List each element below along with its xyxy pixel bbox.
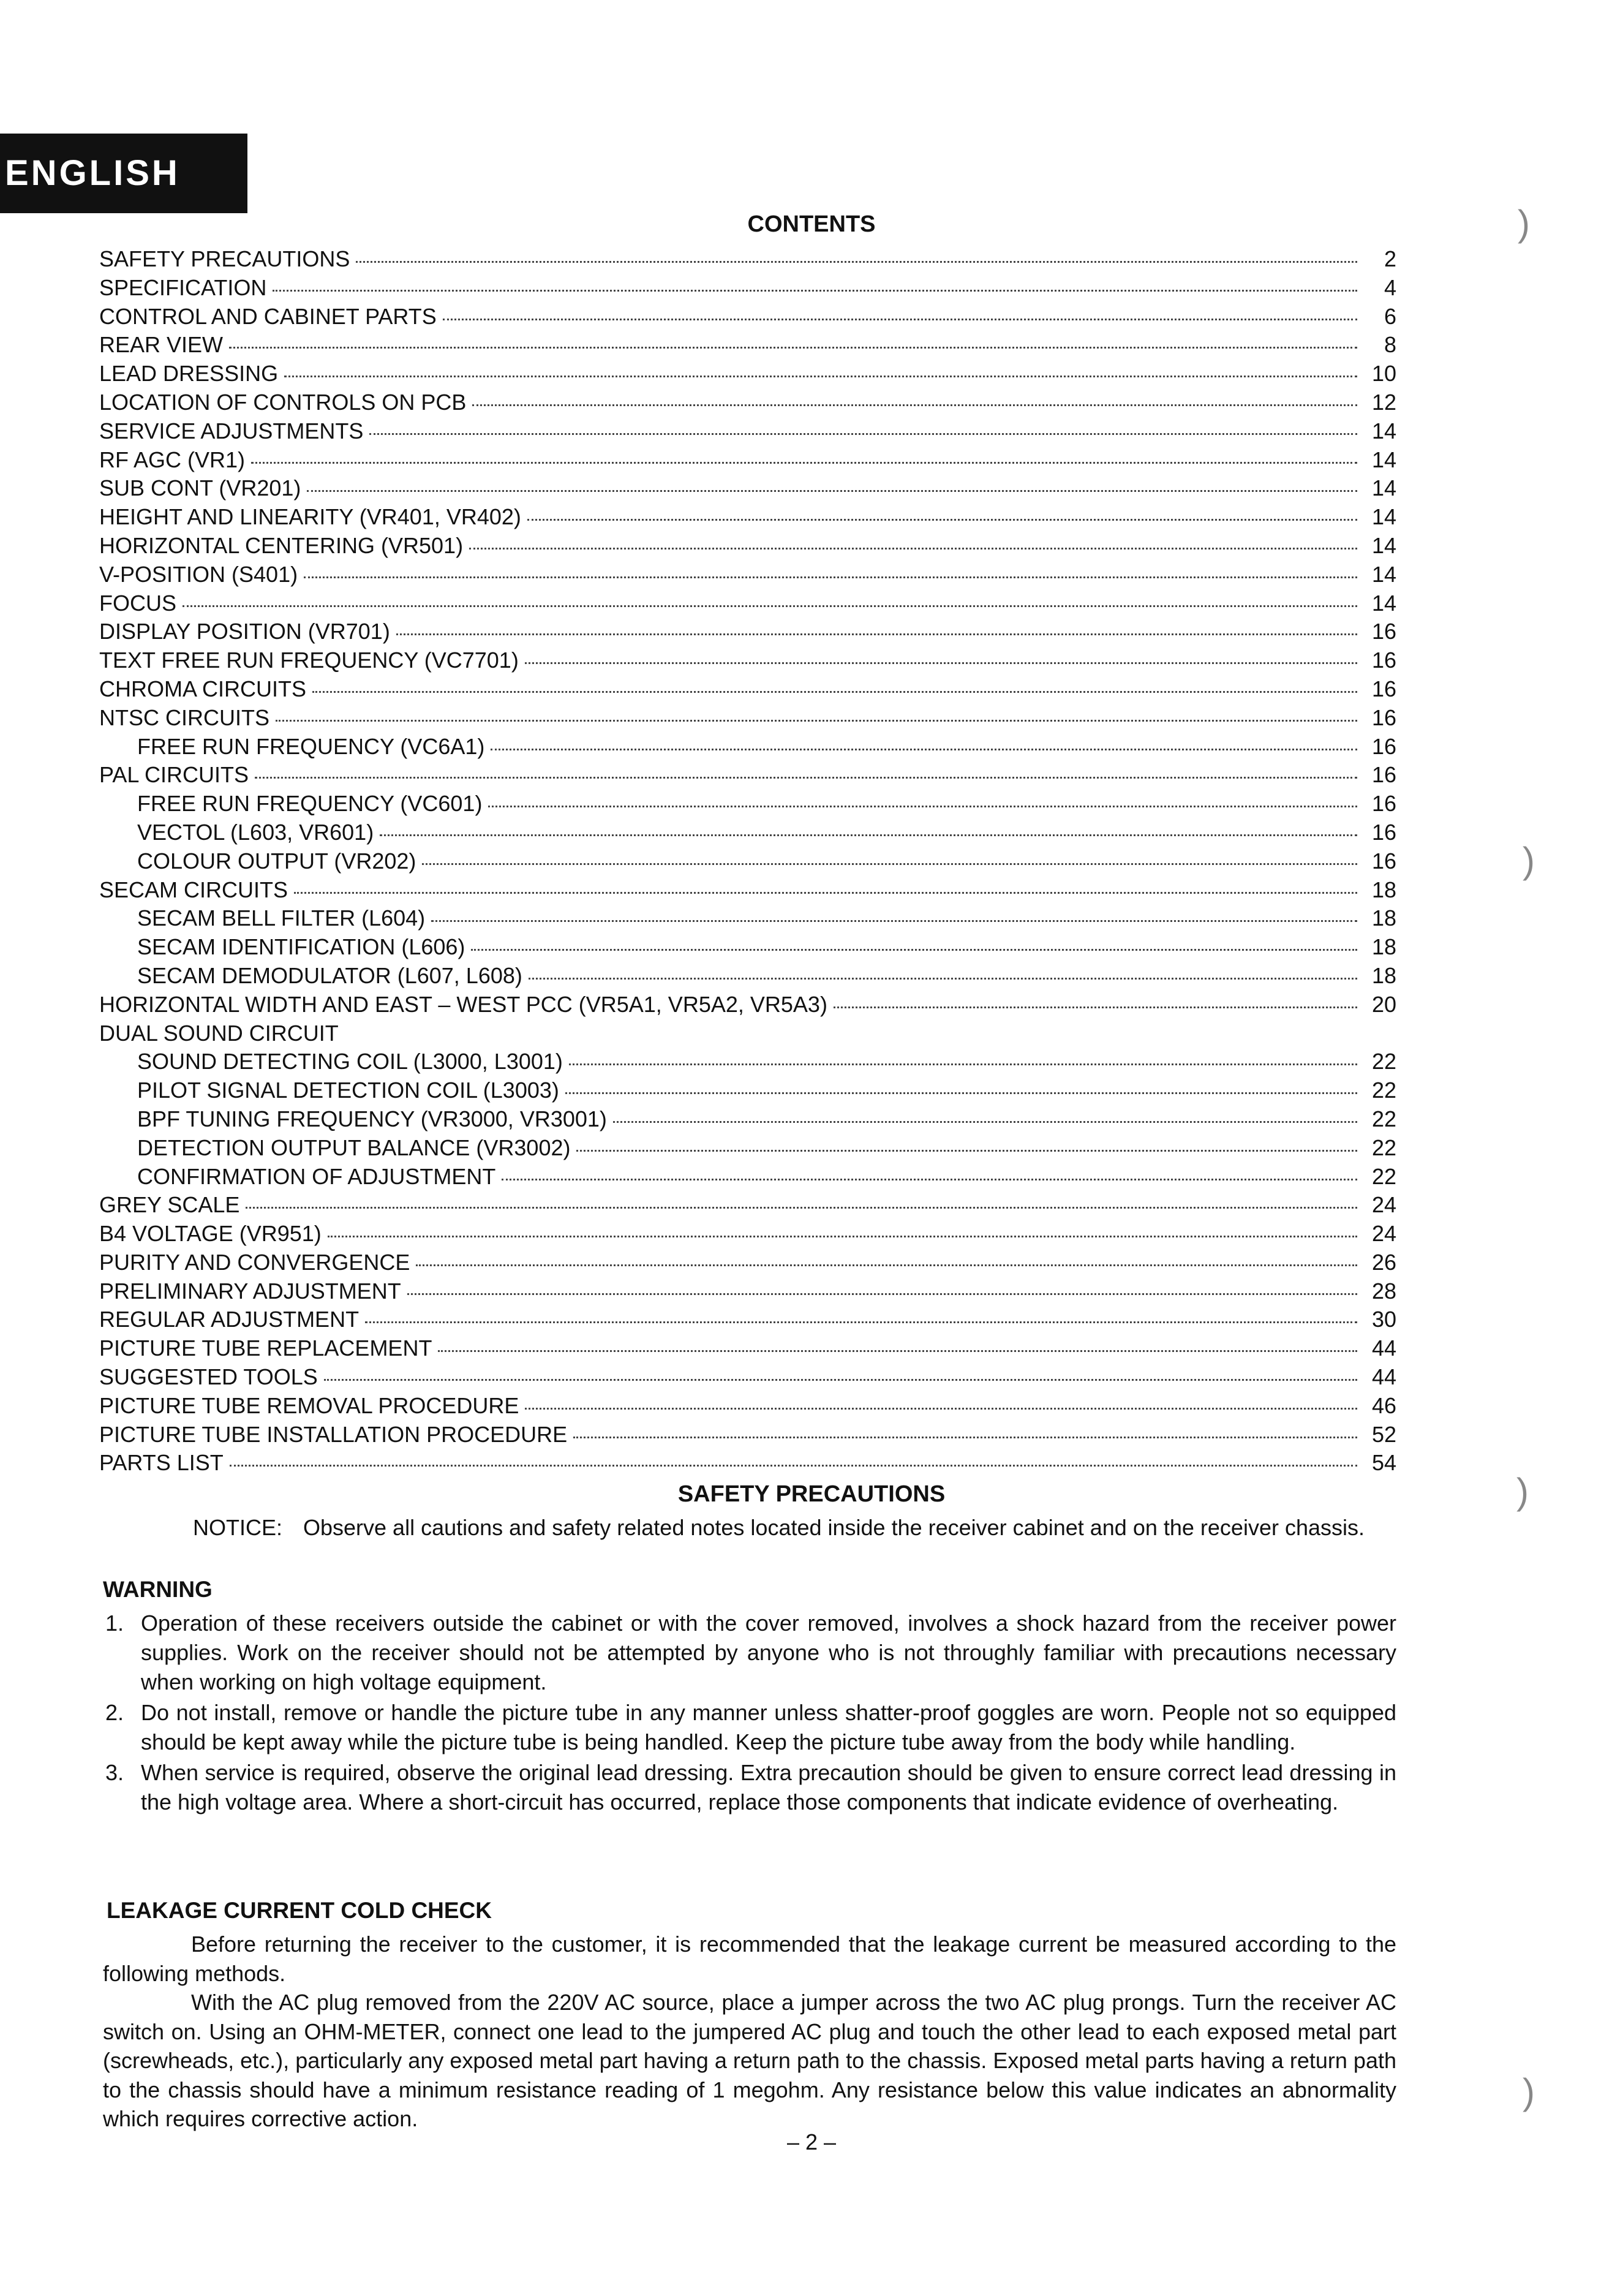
toc-leader [613,1121,1357,1123]
toc-entry [99,503,1396,532]
toc-leader [304,576,1357,578]
toc-leader [407,1293,1357,1295]
toc-entry-title: PICTURE TUBE INSTALLATION PROCEDURE [99,1421,568,1447]
warning-text: Do not install, remove or handle the picture tube in any manner unless shatter-proof goggles are worn. People not so equipped should be kept away while the picture tube is being handled. Keep the picture tube away from the body while handling. [141,1700,1396,1754]
toc-entry [99,675,1396,704]
table-of-contents [99,245,1396,1478]
toc-entry-title: SERVICE ADJUSTMENTS [99,418,364,444]
toc-leader [294,892,1357,894]
toc-leader [502,1179,1357,1180]
page-number: – 2 – [786,2129,837,2154]
toc-entry [99,1334,1396,1363]
toc-entry [99,847,1396,876]
toc-entry-page: 28 [1371,1278,1396,1304]
safety-precautions-title: SAFETY PRECAUTIONS [677,1481,946,1507]
toc-entry-page: 18 [1371,934,1396,960]
toc-entry-page: 54 [1371,1450,1396,1476]
toc-entry [99,1076,1396,1105]
toc-entry-title: CHROMA CIRCUITS [99,676,307,701]
toc-entry-title: B4 VOLTAGE (VR951) [99,1221,322,1247]
toc-entry-title: RF AGC (VR1) [99,447,246,472]
toc-entry-page: 10 [1371,361,1396,387]
toc-entry-title: SPECIFICATION [99,274,267,300]
toc-entry-page: 16 [1371,819,1396,845]
toc-entry-page: 44 [1371,1335,1396,1361]
toc-entry-page: 24 [1371,1192,1396,1218]
leakage-body [103,1930,1396,2134]
toc-entry-title: COLOUR OUTPUT (VR202) [137,848,416,874]
toc-entry-page: 18 [1371,905,1396,931]
toc-entry-title: PURITY AND CONVERGENCE [99,1249,410,1275]
toc-entry [99,646,1396,675]
toc-entry-title: TEXT FREE RUN FREQUENCY (VC7701) [99,648,519,673]
toc-entry-title: REGULAR ADJUSTMENT [99,1307,360,1332]
toc-entry-title: SECAM CIRCUITS [99,877,288,902]
toc-entry-page: 14 [1371,475,1396,501]
toc-leader [573,1437,1357,1438]
toc-entry [99,360,1396,388]
toc-leader [529,978,1357,980]
toc-entry [99,1048,1396,1076]
toc-entry-page: 22 [1371,1135,1396,1160]
toc-entry-title: SECAM BELL FILTER (L604) [137,905,426,931]
toc-entry-page: 16 [1371,704,1396,730]
toc-entry-page: 16 [1371,848,1396,874]
toc-leader [569,1063,1357,1065]
toc-entry [99,1191,1396,1220]
toc-entry [99,532,1396,561]
toc-entry-page: 4 [1384,274,1396,300]
toc-entry [99,1421,1396,1449]
toc-entry-title: SUB CONT (VR201) [99,475,301,501]
toc-leader [183,605,1357,607]
toc-entry-page: 52 [1371,1421,1396,1447]
leakage-paragraph: With the AC plug removed from the 220V AC source, place a jumper across the two AC plug prongs. Turn the receiver AC switch on. Using an OHM-METER, connect one lead to the jumpered AC plug and touch the other lead to each exposed metal part (screwheads, etc.), particularly any exposed metal part having a return path to the chassis. Exposed metal parts having a return path to the chassis should have a minimum resistance reading of 1 megohm. Any resistance below this value indicates an abnormality which requires corrective action. [103,1990,1396,2131]
toc-entry-page: 8 [1384,332,1396,358]
toc-entry [99,790,1396,818]
toc-leader [230,1465,1357,1467]
toc-entry-title: LOCATION OF CONTROLS ON PCB [99,389,467,415]
toc-leader [380,834,1357,836]
toc-leader [229,347,1357,349]
notice-label: NOTICE: [193,1515,283,1540]
toc-entry [99,962,1396,991]
toc-entry-title: FREE RUN FREQUENCY (VC6A1) [137,733,485,759]
toc-leader [576,1150,1357,1152]
toc-leader [255,777,1357,779]
toc-entry [99,331,1396,360]
toc-entry-page: 16 [1371,619,1396,644]
toc-entry-title: SECAM IDENTIFICATION (L606) [137,934,465,960]
toc-entry [99,1134,1396,1163]
toc-leader [565,1092,1357,1094]
toc-entry [99,1019,1396,1048]
toc-leader [472,404,1357,406]
toc-entry-title: NTSC CIRCUITS [99,704,269,730]
toc-entry-page: 24 [1371,1221,1396,1247]
binding-mark-icon: ) [1518,203,1530,244]
toc-entry-title: SOUND DETECTING COIL (L3000, L3001) [137,1049,563,1074]
toc-entry-page: 14 [1371,532,1396,558]
toc-entry-page: 2 [1384,246,1396,271]
toc-leader [307,490,1357,492]
toc-entry-page: 16 [1371,648,1396,673]
toc-leader [369,433,1357,435]
toc-entry-title: LEAD DRESSING [99,361,279,387]
toc-entry-page: 16 [1371,676,1396,701]
toc-leader [416,1264,1357,1266]
toc-entry [99,561,1396,589]
toc-entry [99,1163,1396,1191]
toc-entry-page: 14 [1371,590,1396,616]
toc-entry [99,1220,1396,1248]
toc-entry-page: 22 [1371,1078,1396,1103]
leakage-paragraph: Before returning the receiver to the customer, it is recommended that the leakage current be measured according to the following methods. [103,1932,1396,1986]
toc-entry-title: GREY SCALE [99,1192,240,1218]
toc-entry [99,1449,1396,1478]
toc-entry-title: REAR VIEW [99,332,224,358]
toc-entry [99,1105,1396,1134]
toc-entry [99,991,1396,1019]
toc-entry [99,446,1396,475]
toc-entry-title: PICTURE TUBE REMOVAL PROCEDURE [99,1392,519,1418]
toc-entry-title: PARTS LIST [99,1450,224,1476]
toc-entry-title: HEIGHT AND LINEARITY (VR401, VR402) [99,504,521,530]
toc-entry-title: BPF TUNING FREQUENCY (VR3000, VR3001) [137,1106,607,1131]
toc-entry [99,274,1396,303]
toc-entry-title: SECAM DEMODULATOR (L607, L608) [137,962,522,988]
contents-title: CONTENTS [747,211,876,237]
toc-entry [99,704,1396,733]
toc-entry [99,733,1396,761]
toc-entry-page: 30 [1371,1307,1396,1332]
toc-entry-title: PILOT SIGNAL DETECTION COIL (L3003) [137,1078,559,1103]
toc-entry [99,303,1396,331]
toc-entry-page: 6 [1384,303,1396,329]
toc-entry-page: 14 [1371,447,1396,472]
toc-entry-page: 12 [1371,389,1396,415]
warning-number: 2. [105,1700,124,1725]
toc-entry [99,1248,1396,1277]
toc-entry-page: 26 [1371,1249,1396,1275]
binding-mark-icon: ) [1516,1471,1529,1512]
toc-leader [251,462,1357,464]
warning-text: Operation of these receivers outside the cabinet or with the cover removed, involves a shock hazard from the receiver power supplies. Work on the receiver should not be attempted by anyone who is not throughly familiar with precautions necessary when working on high voltage equipment. [141,1611,1396,1694]
toc-entry [99,761,1396,790]
toc-entry [99,245,1396,274]
toc-leader [438,1350,1357,1352]
toc-leader [276,720,1357,722]
toc-leader [525,662,1357,664]
toc-entry-page: 18 [1371,877,1396,902]
toc-entry-title: FOCUS [99,590,176,616]
toc-entry-title: PAL CIRCUITS [99,762,249,788]
toc-leader [356,261,1357,263]
toc-entry-page: 22 [1371,1106,1396,1131]
toc-leader [431,920,1357,922]
toc-entry-title: FREE RUN FREQUENCY (VC601) [137,791,483,817]
toc-entry-page: 14 [1371,418,1396,444]
toc-entry-title: HORIZONTAL WIDTH AND EAST – WEST PCC (VR5A1, VR5A2, VR5A3) [99,991,827,1017]
toc-leader [312,691,1357,693]
toc-entry-page: 22 [1371,1163,1396,1189]
notice-block [193,1513,1396,1543]
binding-mark-icon: ) [1523,2071,1535,2112]
toc-entry [99,589,1396,618]
toc-entry-title: CONTROL AND CABINET PARTS [99,303,437,329]
toc-leader [328,1236,1357,1237]
warning-number: 3. [105,1760,124,1785]
toc-entry-title: DETECTION OUTPUT BALANCE (VR3002) [137,1135,571,1160]
toc-leader [246,1207,1357,1209]
toc-entry-title: SAFETY PRECAUTIONS [99,246,350,271]
toc-entry-page: 44 [1371,1364,1396,1390]
toc-entry [99,474,1396,503]
language-tab: ENGLISH [0,134,247,213]
toc-entry-page: 22 [1371,1049,1396,1074]
toc-leader [491,749,1357,750]
binding-mark-icon: ) [1523,840,1535,881]
toc-entry [99,1305,1396,1334]
toc-entry [99,417,1396,446]
toc-entry-page: 14 [1371,561,1396,587]
toc-leader [834,1006,1357,1008]
toc-leader [525,1408,1357,1410]
toc-entry-page: 16 [1371,791,1396,817]
toc-entry [99,933,1396,962]
warning-list [103,1609,1396,1818]
toc-leader [422,863,1357,865]
toc-leader [527,519,1357,521]
toc-entry [99,818,1396,847]
toc-entry-page: 16 [1371,762,1396,788]
toc-leader [469,548,1357,549]
warning-heading: WARNING [103,1577,213,1602]
toc-entry-page: 14 [1371,504,1396,530]
toc-leader [488,806,1357,807]
toc-entry-title: PRELIMINARY ADJUSTMENT [99,1278,401,1304]
toc-entry-page: 20 [1371,991,1396,1017]
toc-leader [471,949,1357,951]
toc-entry [99,1363,1396,1392]
toc-leader [284,376,1357,377]
toc-leader [443,319,1357,320]
toc-entry-page: 16 [1371,733,1396,759]
toc-entry-title: DISPLAY POSITION (VR701) [99,619,390,644]
warning-item [103,1698,1396,1757]
toc-entry-title: CONFIRMATION OF ADJUSTMENT [137,1163,496,1189]
warning-item [103,1758,1396,1817]
toc-leader [396,633,1357,635]
warning-number: 1. [105,1611,124,1636]
toc-entry-page: 18 [1371,962,1396,988]
notice-text: Observe all cautions and safety related notes located inside the receiver cabinet and on the receiver chassis. [303,1515,1365,1540]
leakage-heading: LEAKAGE CURRENT COLD CHECK [107,1898,492,1923]
toc-entry-title: DUAL SOUND CIRCUIT [99,1020,339,1046]
toc-entry-title: PICTURE TUBE REPLACEMENT [99,1335,432,1361]
toc-leader [273,290,1357,292]
toc-leader [324,1379,1357,1381]
toc-entry-title: VECTOL (L603, VR601) [137,819,374,845]
toc-entry [99,388,1396,417]
toc-entry-title: HORIZONTAL CENTERING (VR501) [99,532,464,558]
toc-entry-title: SUGGESTED TOOLS [99,1364,318,1390]
toc-entry [99,1277,1396,1306]
toc-entry-page: 46 [1371,1392,1396,1418]
toc-leader [365,1321,1357,1323]
toc-entry-title: V-POSITION (S401) [99,561,298,587]
toc-entry [99,904,1396,933]
toc-entry [99,876,1396,905]
warning-text: When service is required, observe the original lead dressing. Extra precaution should be given to ensure correct lead dressing in the high voltage area. Where a short-circuit has occurred, replace those components that indicate evidence of overheating. [141,1760,1396,1815]
toc-entry [99,1392,1396,1421]
toc-entry [99,617,1396,646]
warning-item [103,1609,1396,1697]
